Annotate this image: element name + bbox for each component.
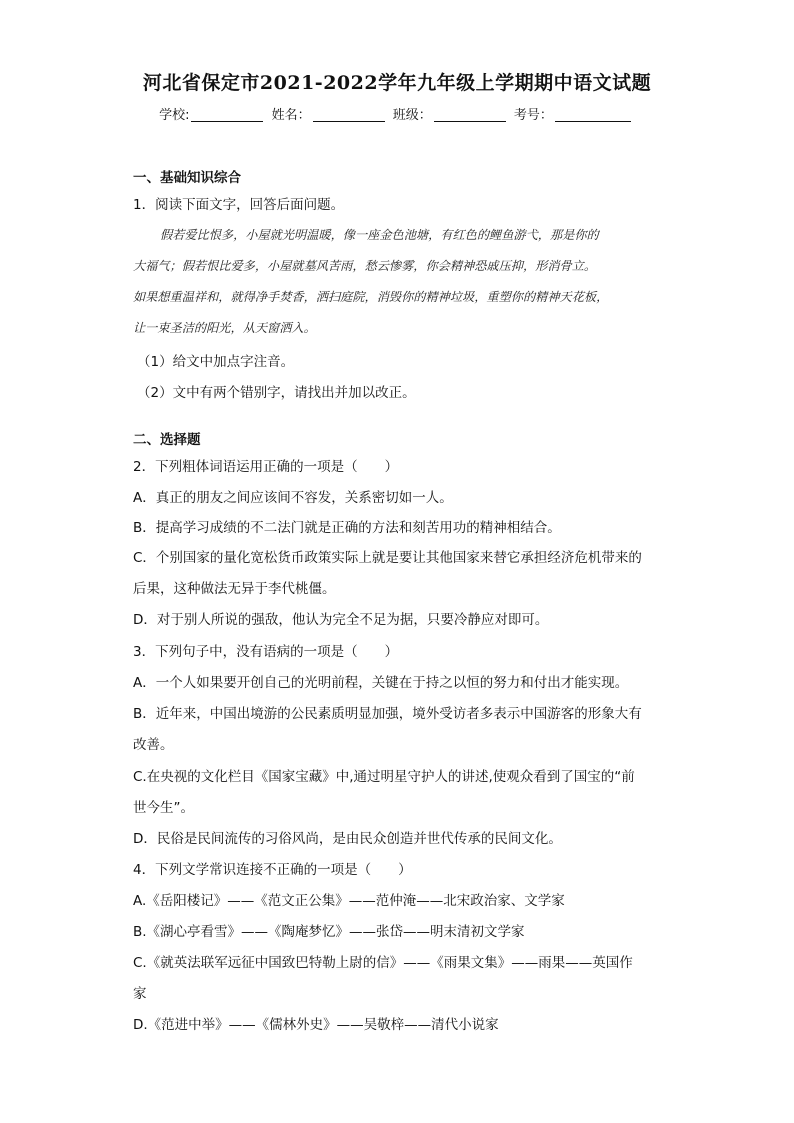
option-line: A.《岳阳楼记》——《范文正公集》——范仲淹——北宋政治家、文学家	[133, 893, 565, 909]
section-heading: 一、基础知识综合	[133, 170, 241, 186]
student-info-line	[0, 104, 794, 123]
school-label: 学校:	[159, 108, 190, 123]
option-line: D．对于别人所说的强敌，他认为完全不足为据，只要冷静应对即可。	[133, 612, 549, 628]
option-line: C．个别国家的量化宽松货币政策实际上就是要让其他国家来替它承担经济危机带来的	[133, 550, 642, 566]
section-heading: 二、选择题	[133, 432, 201, 448]
exam-no-label: 考号：	[513, 108, 553, 123]
option-line: B.《湖心亭看雪》——《陶庵梦忆》——张岱——明末清初文学家	[133, 924, 525, 940]
passage-line: 让一束圣洁的阳光，从天窗洒入。	[133, 321, 316, 335]
option-line: C.在央视的文化栏目《国家宝藏》中,通过明星守护人的讲述,使观众看到了国宝的“前	[133, 769, 635, 785]
option-line: 世今生”。	[133, 800, 194, 816]
page-title: 河北省保定市2021-2022学年九年级上学期期中语文试题	[142, 72, 652, 94]
passage-line: 假若爱比恨多，小屋就光明温暖，像一座金色池塘，有红色的鲤鱼游弋，那是你的	[160, 228, 599, 242]
question-stem: 1．阅读下面文字，回答后面问题。	[133, 197, 345, 213]
passage-line: 如果想重温祥和，就得净手焚香，洒扫庭院，消毁你的精神垃圾，重塑你的精神天花板，	[133, 290, 609, 304]
option-line: D.《范进中举》——《儒林外史》——吴敬梓——清代小说家	[133, 1017, 499, 1033]
passage-line: 大福气；假若恨比爱多，小屋就墓风苦雨，愁云惨雾，你会精神恐戚压抑，形消骨立。	[133, 259, 597, 273]
option-line: B．近年来，中国出境游的公民素质明显加强，境外受访者多表示中国游客的形象大有	[133, 706, 642, 722]
question-stem: 4．下列文学常识连接不正确的一项是（ ）	[133, 862, 412, 878]
option-line: 改善。	[133, 737, 174, 753]
option-line: 家	[133, 986, 147, 1002]
sub-question: （2）文中有两个错别字，请找出并加以改正。	[137, 385, 416, 401]
school-blank[interactable]	[191, 107, 263, 122]
sub-question: （1）给文中加点字注音。	[137, 354, 295, 370]
class-label: 班级：	[392, 108, 432, 123]
question-stem: 2．下列粗体词语运用正确的一项是（ ）	[133, 459, 399, 475]
exam-no-blank[interactable]	[555, 107, 631, 122]
class-blank[interactable]	[434, 107, 506, 122]
question-stem: 3．下列句子中，没有语病的一项是（ ）	[133, 644, 399, 660]
option-line: B．提高学习成绩的不二法门就是正确的方法和刻苦用功的精神相结合。	[133, 520, 561, 536]
option-line: D．民俗是民间流传的习俗风尚，是由民众创造并世代传承的民间文化。	[133, 831, 562, 847]
option-line: C.《就英法联军远征中国致巴特勒上尉的信》——《雨果文集》——雨果——英国作	[133, 955, 633, 971]
name-blank[interactable]	[313, 107, 385, 122]
name-label: 姓名：	[271, 108, 311, 123]
option-line: A．真正的朋友之间应该间不容发，关系密切如一人。	[133, 490, 453, 506]
option-line: 后果，这种做法无异于李代桃僵。	[133, 581, 336, 597]
option-line: A．一个人如果要开创自己的光明前程，关键在于持之以恒的努力和付出才能实现。	[133, 675, 629, 691]
